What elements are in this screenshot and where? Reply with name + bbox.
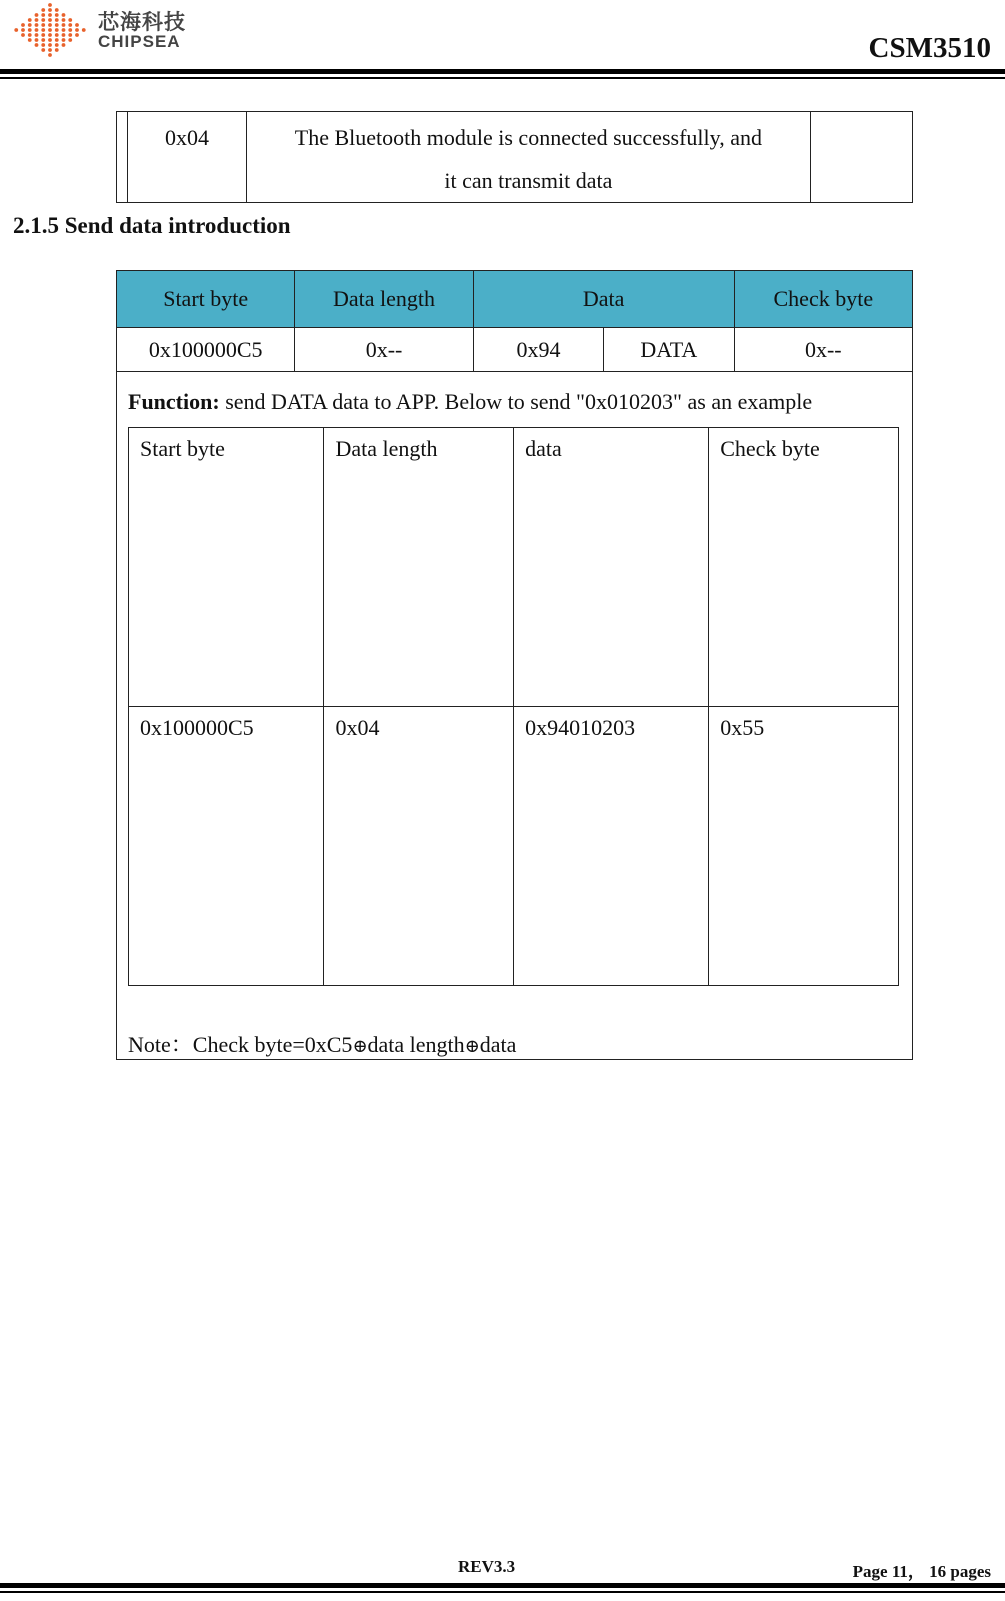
function-label: Function: (128, 389, 220, 414)
example-value-check: 0x55 (709, 707, 899, 986)
status-description-cell (246, 112, 811, 203)
table-row (117, 328, 913, 372)
value-check-byte: 0x-- (734, 328, 912, 372)
table-cell-spacer (117, 112, 128, 203)
footer-rule-thin (0, 1591, 1005, 1593)
logo-english-text: CHIPSEA (98, 32, 181, 51)
xor-symbol-2: ⊕ (464, 1036, 480, 1056)
function-cell (117, 372, 913, 1060)
value-data-length: 0x-- (295, 328, 473, 372)
example-value-data: 0x94010203 (514, 707, 709, 986)
example-header-check: Check byte (709, 428, 899, 707)
header-start-byte: Start byte (117, 271, 295, 328)
example-value-start: 0x100000C5 (129, 707, 324, 986)
example-table (128, 427, 899, 986)
logo-diamond-icon (14, 2, 96, 58)
logo-chinese-text: 芯海科技 (98, 10, 186, 34)
value-start-byte: 0x100000C5 (117, 328, 295, 372)
page-number: Page 11， 16 pages (852, 1562, 991, 1581)
header-data: Data (473, 271, 734, 328)
example-header-length: Data length (324, 428, 514, 707)
value-command: 0x94 (473, 328, 603, 372)
header-rule-thin (0, 77, 1005, 79)
value-data: DATA (604, 328, 734, 372)
status-code-cell: 0x04 (128, 112, 246, 203)
example-value-length: 0x04 (324, 707, 514, 986)
table-row (117, 112, 913, 203)
header-check-byte: Check byte (734, 271, 912, 328)
table-header-row (117, 271, 913, 328)
chipsea-logo (14, 2, 204, 58)
xor-symbol-1: ⊕ (352, 1036, 368, 1056)
revision-label: REV3.3 (458, 1557, 516, 1576)
note-prefix: Note：Check byte=0xC5 (128, 1032, 353, 1057)
section-title: Send data introduction (64, 213, 291, 238)
function-text: send DATA data to APP. Below to send "0x010203" as an example (225, 389, 813, 414)
note-end: data (479, 1032, 517, 1057)
status-extra-cell (811, 112, 913, 203)
header-rule-thick (0, 69, 1005, 74)
example-header-start: Start byte (129, 428, 324, 707)
footer-rule-thick (0, 1583, 1005, 1588)
example-header-data: data (514, 428, 709, 707)
section-heading (13, 213, 291, 239)
send-data-table (116, 270, 913, 1060)
example-value-row (129, 707, 899, 986)
function-row (117, 372, 913, 1060)
description-line-1: The Bluetooth module is connected successfully, and (294, 125, 762, 150)
checksum-note (128, 1028, 902, 1059)
document-id: CSM3510 (868, 32, 991, 64)
description-line-2: it can transmit data (444, 168, 613, 193)
function-description (128, 380, 902, 423)
header-data-length: Data length (295, 271, 473, 328)
note-mid: data length (367, 1032, 465, 1057)
status-code-table (116, 111, 913, 203)
section-number: 2.1.5 (13, 213, 59, 238)
example-header-row (129, 428, 899, 707)
